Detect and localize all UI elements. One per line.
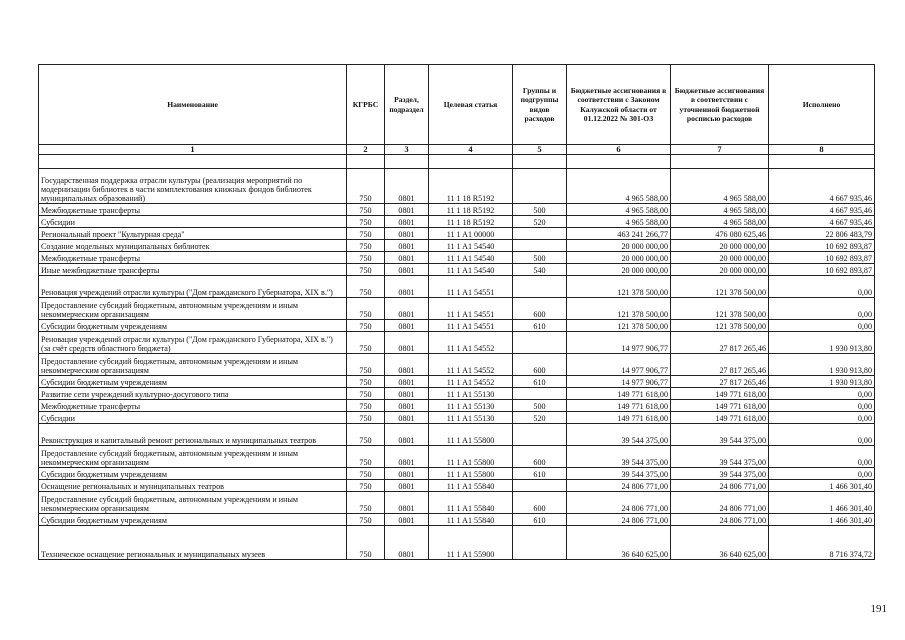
row-refined-amount: 4 965 588,00 (671, 169, 769, 204)
row-section: 0801 (385, 169, 429, 204)
row-article: 11 1 A1 54552 (429, 376, 513, 388)
row-article: 11 1 18 R5192 (429, 204, 513, 216)
row-executed-amount: 0,00 (769, 468, 875, 480)
row-name: Субсидии бюджетным учреждениям (39, 320, 347, 332)
row-expense-group: 500 (513, 400, 567, 412)
row-expense-group: 600 (513, 354, 567, 376)
row-expense-group: 600 (513, 446, 567, 468)
spacer-row (39, 155, 875, 169)
column-number: 7 (671, 145, 769, 155)
row-refined-amount: 27 817 265,46 (671, 376, 769, 388)
row-executed-amount: 0,00 (769, 424, 875, 446)
row-name: Реконструкция и капитальный ремонт региональных и муниципальных театров (39, 424, 347, 446)
row-name: Предоставление субсидий бюджетным, автономным учреждениям и иным некоммерческим организациям (39, 446, 347, 468)
row-kgrbs: 750 (347, 204, 385, 216)
row-executed-amount: 0,00 (769, 446, 875, 468)
table-row (39, 298, 875, 320)
row-law-amount: 39 544 375,00 (567, 446, 671, 468)
row-article: 11 1 A1 00000 (429, 228, 513, 240)
row-kgrbs: 750 (347, 240, 385, 252)
row-section: 0801 (385, 276, 429, 298)
row-executed-amount: 0,00 (769, 400, 875, 412)
row-refined-amount: 39 544 375,00 (671, 468, 769, 480)
row-section: 0801 (385, 492, 429, 514)
table-row (39, 264, 875, 276)
row-refined-amount: 24 806 771,00 (671, 492, 769, 514)
row-law-amount: 14 977 906,77 (567, 332, 671, 354)
row-section: 0801 (385, 424, 429, 446)
row-article: 11 1 A1 55130 (429, 388, 513, 400)
row-law-amount: 149 771 618,00 (567, 400, 671, 412)
row-section: 0801 (385, 332, 429, 354)
row-article: 11 1 A1 54551 (429, 320, 513, 332)
row-executed-amount: 8 716 374,72 (769, 526, 875, 560)
row-section: 0801 (385, 446, 429, 468)
row-article: 11 1 A1 55800 (429, 468, 513, 480)
row-refined-amount: 149 771 618,00 (671, 412, 769, 424)
table-row (39, 276, 875, 298)
column-number: 1 (39, 145, 347, 155)
row-article: 11 1 A1 54540 (429, 252, 513, 264)
row-kgrbs: 750 (347, 320, 385, 332)
row-executed-amount: 10 692 893,87 (769, 252, 875, 264)
row-kgrbs: 750 (347, 424, 385, 446)
row-refined-amount: 27 817 265,46 (671, 354, 769, 376)
row-kgrbs: 750 (347, 332, 385, 354)
table-row (39, 514, 875, 526)
row-executed-amount: 4 667 935,46 (769, 169, 875, 204)
row-executed-amount: 0,00 (769, 388, 875, 400)
column-number: 3 (385, 145, 429, 155)
row-name: Предоставление субсидий бюджетным, автономным учреждениям и иным некоммерческим организациям (39, 492, 347, 514)
row-name: Субсидии бюджетным учреждениям (39, 514, 347, 526)
row-section: 0801 (385, 240, 429, 252)
table-row (39, 252, 875, 264)
row-expense-group: 500 (513, 252, 567, 264)
row-refined-amount: 39 544 375,00 (671, 424, 769, 446)
row-expense-group (513, 240, 567, 252)
row-name: Субсидии (39, 412, 347, 424)
table-row (39, 480, 875, 492)
row-law-amount: 4 965 588,00 (567, 216, 671, 228)
table-row (39, 526, 875, 560)
row-executed-amount: 10 692 893,87 (769, 264, 875, 276)
row-section: 0801 (385, 298, 429, 320)
row-refined-amount: 4 965 588,00 (671, 204, 769, 216)
row-kgrbs: 750 (347, 412, 385, 424)
row-kgrbs: 750 (347, 400, 385, 412)
table-row (39, 388, 875, 400)
row-refined-amount: 39 544 375,00 (671, 446, 769, 468)
row-kgrbs: 750 (347, 388, 385, 400)
row-article: 11 1 A1 54551 (429, 276, 513, 298)
row-article: 11 1 A1 55840 (429, 480, 513, 492)
row-name: Межбюджетные трансферты (39, 400, 347, 412)
row-name: Развитие сети учреждений культурно-досугового типа (39, 388, 347, 400)
row-expense-group (513, 480, 567, 492)
row-section: 0801 (385, 400, 429, 412)
row-name: Оснащение региональных и муниципальных театров (39, 480, 347, 492)
header-expense-group: Группы и подгруппы видов расходов (513, 65, 567, 145)
row-expense-group: 600 (513, 492, 567, 514)
table-header-row (39, 65, 875, 145)
row-expense-group (513, 276, 567, 298)
table-row (39, 332, 875, 354)
row-executed-amount: 1 466 301,40 (769, 514, 875, 526)
row-section: 0801 (385, 526, 429, 560)
row-name: Реновация учреждений отрасли культуры ("Дом гражданского Губернатора, XIX в.") (за счёт средств областного бюджета) (39, 332, 347, 354)
row-refined-amount: 27 817 265,46 (671, 332, 769, 354)
row-law-amount: 24 806 771,00 (567, 480, 671, 492)
row-section: 0801 (385, 480, 429, 492)
row-law-amount: 149 771 618,00 (567, 412, 671, 424)
row-executed-amount: 4 667 935,46 (769, 204, 875, 216)
row-law-amount: 24 806 771,00 (567, 514, 671, 526)
header-section: Раздел, подраздел (385, 65, 429, 145)
row-executed-amount: 1 466 301,40 (769, 492, 875, 514)
row-article: 11 1 A1 55900 (429, 526, 513, 560)
row-article: 11 1 18 R5192 (429, 169, 513, 204)
row-law-amount: 121 378 500,00 (567, 298, 671, 320)
row-expense-group: 520 (513, 412, 567, 424)
row-kgrbs: 750 (347, 298, 385, 320)
row-article: 11 1 A1 55800 (429, 424, 513, 446)
row-expense-group (513, 526, 567, 560)
row-expense-group (513, 332, 567, 354)
row-executed-amount: 0,00 (769, 320, 875, 332)
row-executed-amount: 4 667 935,46 (769, 216, 875, 228)
row-law-amount: 39 544 375,00 (567, 424, 671, 446)
row-kgrbs: 750 (347, 252, 385, 264)
table-row (39, 446, 875, 468)
row-section: 0801 (385, 228, 429, 240)
row-kgrbs: 750 (347, 354, 385, 376)
row-section: 0801 (385, 204, 429, 216)
row-law-amount: 14 977 906,77 (567, 376, 671, 388)
row-executed-amount: 10 692 893,87 (769, 240, 875, 252)
row-article: 11 1 A1 54552 (429, 354, 513, 376)
row-refined-amount: 20 000 000,00 (671, 252, 769, 264)
row-section: 0801 (385, 216, 429, 228)
row-expense-group (513, 228, 567, 240)
row-kgrbs: 750 (347, 514, 385, 526)
row-kgrbs: 750 (347, 468, 385, 480)
row-law-amount: 149 771 618,00 (567, 388, 671, 400)
row-refined-amount: 20 000 000,00 (671, 240, 769, 252)
row-section: 0801 (385, 264, 429, 276)
header-refined-allocations: Бюджетные ассигнования в соответствии с уточненной бюджетной росписью расходов (671, 65, 769, 145)
row-article: 11 1 A1 54540 (429, 264, 513, 276)
row-refined-amount: 121 378 500,00 (671, 320, 769, 332)
row-kgrbs: 750 (347, 376, 385, 388)
row-article: 11 1 A1 54540 (429, 240, 513, 252)
row-article: 11 1 18 R5192 (429, 216, 513, 228)
row-expense-group: 600 (513, 298, 567, 320)
row-refined-amount: 121 378 500,00 (671, 276, 769, 298)
row-kgrbs: 750 (347, 169, 385, 204)
row-article: 11 1 A1 55130 (429, 400, 513, 412)
header-article: Целевая статья (429, 65, 513, 145)
row-name: Реновация учреждений отрасли культуры ("Дом гражданского Губернатора, XIX в.") (39, 276, 347, 298)
table-row (39, 228, 875, 240)
table-row (39, 400, 875, 412)
row-refined-amount: 20 000 000,00 (671, 264, 769, 276)
table-row (39, 320, 875, 332)
row-article: 11 1 A1 54551 (429, 298, 513, 320)
row-article: 11 1 A1 55800 (429, 446, 513, 468)
table-body (39, 169, 875, 560)
row-expense-group: 500 (513, 204, 567, 216)
row-law-amount: 14 977 906,77 (567, 354, 671, 376)
row-expense-group (513, 388, 567, 400)
row-expense-group (513, 169, 567, 204)
row-refined-amount: 24 806 771,00 (671, 480, 769, 492)
row-name: Предоставление субсидий бюджетным, автономным учреждениям и иным некоммерческим организациям (39, 354, 347, 376)
row-kgrbs: 750 (347, 276, 385, 298)
row-refined-amount: 149 771 618,00 (671, 400, 769, 412)
header-name: Наименование (39, 65, 347, 145)
row-name: Предоставление субсидий бюджетным, автономным учреждениям и иным некоммерческим организациям (39, 298, 347, 320)
row-expense-group: 610 (513, 514, 567, 526)
table-row (39, 412, 875, 424)
row-executed-amount: 22 806 483,79 (769, 228, 875, 240)
row-article: 11 1 A1 55840 (429, 492, 513, 514)
row-law-amount: 121 378 500,00 (567, 320, 671, 332)
row-section: 0801 (385, 252, 429, 264)
row-section: 0801 (385, 468, 429, 480)
row-name: Создание модельных муниципальных библиотек (39, 240, 347, 252)
row-executed-amount: 0,00 (769, 412, 875, 424)
row-expense-group: 610 (513, 468, 567, 480)
table-row (39, 376, 875, 388)
row-law-amount: 39 544 375,00 (567, 468, 671, 480)
row-expense-group (513, 424, 567, 446)
row-expense-group: 610 (513, 320, 567, 332)
row-name: Межбюджетные трансферты (39, 204, 347, 216)
row-executed-amount: 1 930 913,80 (769, 354, 875, 376)
budget-execution-table (38, 64, 875, 560)
row-section: 0801 (385, 354, 429, 376)
row-kgrbs: 750 (347, 264, 385, 276)
row-section: 0801 (385, 376, 429, 388)
column-number: 8 (769, 145, 875, 155)
row-section: 0801 (385, 320, 429, 332)
row-section: 0801 (385, 412, 429, 424)
row-kgrbs: 750 (347, 446, 385, 468)
row-executed-amount: 0,00 (769, 298, 875, 320)
column-number-row (39, 145, 875, 155)
column-number: 5 (513, 145, 567, 155)
row-refined-amount: 476 080 625,46 (671, 228, 769, 240)
row-name: Субсидии бюджетным учреждениям (39, 468, 347, 480)
row-expense-group: 540 (513, 264, 567, 276)
header-executed: Исполнено (769, 65, 875, 145)
row-law-amount: 36 640 625,00 (567, 526, 671, 560)
row-refined-amount: 149 771 618,00 (671, 388, 769, 400)
table-row (39, 169, 875, 204)
row-law-amount: 20 000 000,00 (567, 240, 671, 252)
row-kgrbs: 750 (347, 526, 385, 560)
row-kgrbs: 750 (347, 492, 385, 514)
row-article: 11 1 A1 55840 (429, 514, 513, 526)
row-refined-amount: 121 378 500,00 (671, 298, 769, 320)
row-name: Межбюджетные трансферты (39, 252, 347, 264)
table-row (39, 492, 875, 514)
row-executed-amount: 1 930 913,80 (769, 332, 875, 354)
row-refined-amount: 24 806 771,00 (671, 514, 769, 526)
header-law-allocations: Бюджетные ассигнования в соответствии с Законом Калужской области от 01.12.2022 № 301-ОЗ (567, 65, 671, 145)
row-law-amount: 20 000 000,00 (567, 252, 671, 264)
column-number: 4 (429, 145, 513, 155)
row-law-amount: 4 965 588,00 (567, 169, 671, 204)
page-number: 191 (870, 603, 887, 615)
table-row (39, 240, 875, 252)
row-kgrbs: 750 (347, 216, 385, 228)
row-name: Субсидии (39, 216, 347, 228)
row-law-amount: 20 000 000,00 (567, 264, 671, 276)
row-section: 0801 (385, 514, 429, 526)
header-kgrbs: КГРБС (347, 65, 385, 145)
row-article: 11 1 A1 55130 (429, 412, 513, 424)
row-name: Государственная поддержка отрасли культуры (реализация мероприятий по модернизации библиотек в части комплектования книжных фондов библиотек муниципальных образований) (39, 169, 347, 204)
row-refined-amount: 4 965 588,00 (671, 216, 769, 228)
table-row (39, 354, 875, 376)
row-expense-group: 610 (513, 376, 567, 388)
row-kgrbs: 750 (347, 228, 385, 240)
row-refined-amount: 36 640 625,00 (671, 526, 769, 560)
row-executed-amount: 0,00 (769, 276, 875, 298)
row-law-amount: 4 965 588,00 (567, 204, 671, 216)
row-article: 11 1 A1 54552 (429, 332, 513, 354)
row-name: Региональный проект "Культурная среда" (39, 228, 347, 240)
row-law-amount: 121 378 500,00 (567, 276, 671, 298)
row-kgrbs: 750 (347, 480, 385, 492)
column-number: 2 (347, 145, 385, 155)
row-name: Техническое оснащение региональных и муниципальных музеев (39, 526, 347, 560)
table-row (39, 424, 875, 446)
table-row (39, 204, 875, 216)
table-row (39, 216, 875, 228)
row-law-amount: 24 806 771,00 (567, 492, 671, 514)
row-section: 0801 (385, 388, 429, 400)
row-name: Иные межбюджетные трансферты (39, 264, 347, 276)
column-number: 6 (567, 145, 671, 155)
table-row (39, 468, 875, 480)
row-executed-amount: 1 466 301,40 (769, 480, 875, 492)
row-law-amount: 463 241 266,77 (567, 228, 671, 240)
row-name: Субсидии бюджетным учреждениям (39, 376, 347, 388)
row-expense-group: 520 (513, 216, 567, 228)
row-executed-amount: 1 930 913,80 (769, 376, 875, 388)
